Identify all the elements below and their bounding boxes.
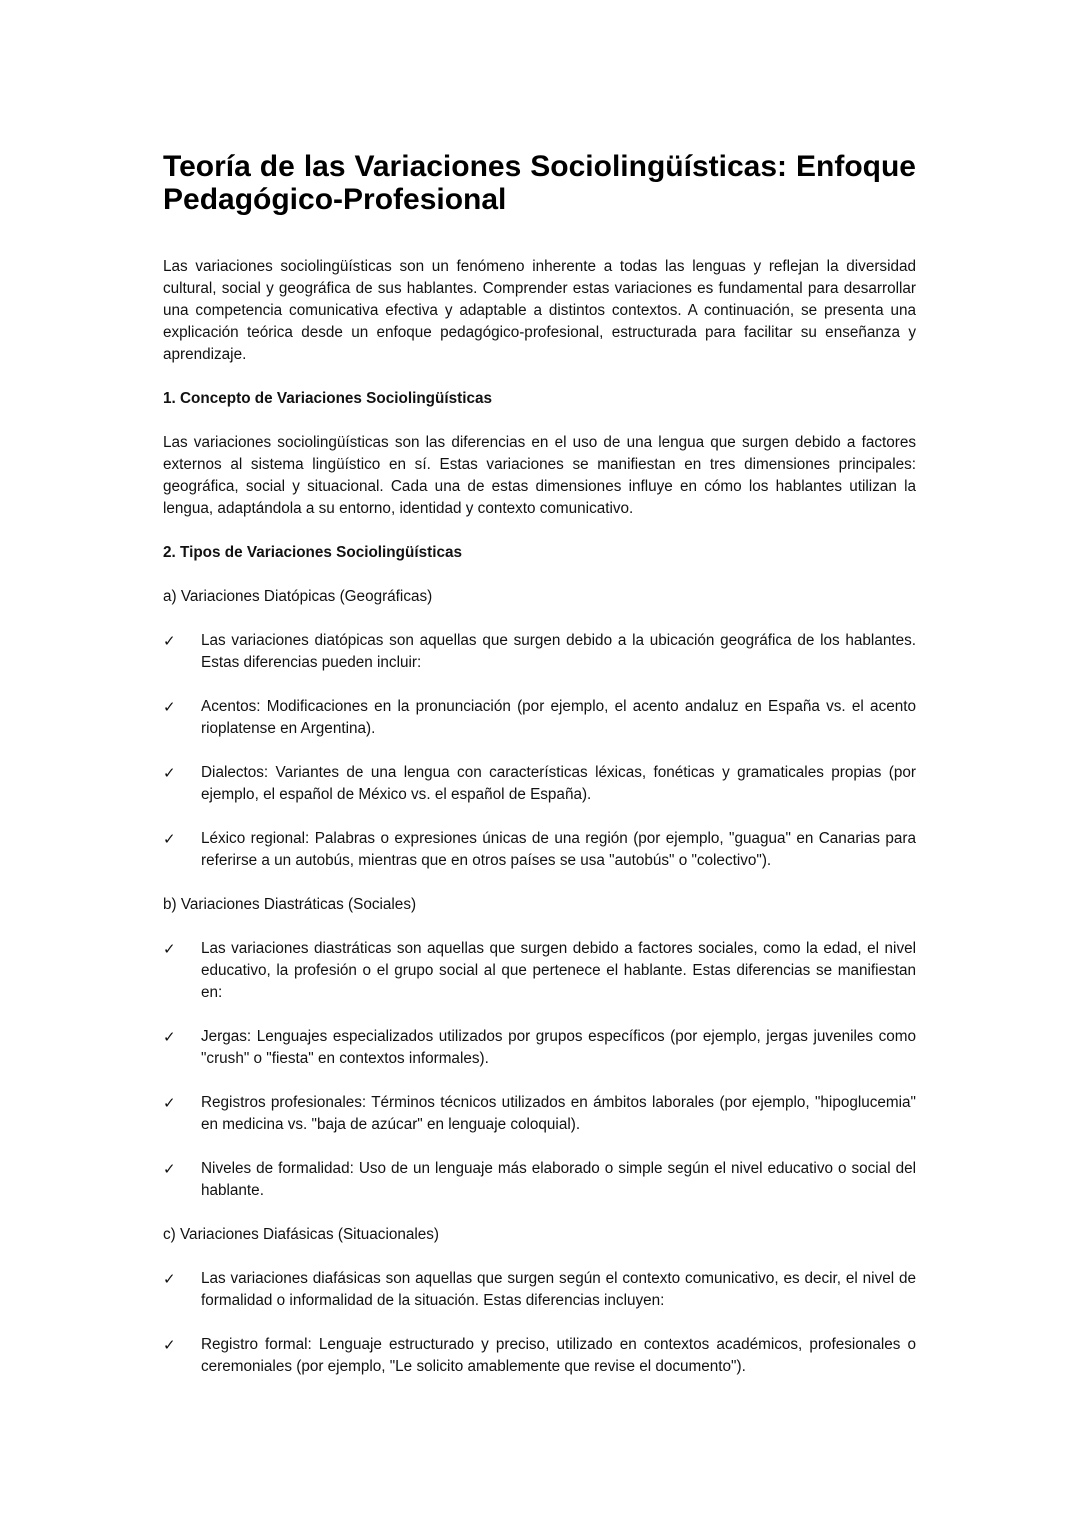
checklist-item	[163, 630, 916, 674]
checkmark-icon: ✓	[163, 1270, 176, 1288]
checklist-item-text: Las variaciones diatópicas son aquellas que surgen debido a la ubicación geográfica de los hablantes. Estas diferencias pueden incluir:	[201, 632, 916, 671]
checkmark-icon: ✓	[163, 830, 176, 848]
checklist-item-text: Jergas: Lenguajes especializados utilizados por grupos específicos (por ejemplo, jergas juveniles como "crush" o "fiesta" en contextos informales).	[201, 1028, 916, 1067]
subsection-title: a) Variaciones Diatópicas (Geográficas)	[163, 588, 433, 605]
checklist-item	[163, 828, 916, 872]
checklist-item-text: Registros profesionales: Términos técnicos utilizados en ámbitos laborales (por ejemplo, "hipoglucemia" en medicina vs. "baja de azúcar" en lenguaje coloquial).	[201, 1094, 916, 1133]
subsection-title: c) Variaciones Diafásicas (Situacionales)	[163, 1226, 440, 1243]
checklist-item	[163, 1026, 916, 1070]
checklist-item-text: Léxico regional: Palabras o expresiones únicas de una región (por ejemplo, "guagua" en Canarias para referirse a un autobús, mientras que en otros países se usa "autobús" o "colectivo").	[201, 830, 916, 869]
checklist-item-text: Acentos: Modificaciones en la pronunciación (por ejemplo, el acento andaluz en España vs. el acento rioplatense en Argentina).	[201, 698, 916, 737]
section-2-heading: 2. Tipos de Variaciones Sociolingüísticas	[163, 544, 462, 561]
document-page	[163, 150, 916, 1400]
checkmark-icon: ✓	[163, 1094, 176, 1112]
checklist-item-text: Niveles de formalidad: Uso de un lenguaje más elaborado o simple según el nivel educativo o social del hablante.	[201, 1160, 916, 1199]
section-1-heading: 1. Concepto de Variaciones Sociolingüísticas	[163, 390, 492, 407]
checklist-item	[163, 1092, 916, 1136]
checkmark-icon: ✓	[163, 940, 176, 958]
checkmark-icon: ✓	[163, 698, 176, 716]
subsections	[163, 586, 916, 1378]
checkmark-icon: ✓	[163, 764, 176, 782]
checkmark-icon: ✓	[163, 1028, 176, 1046]
checklist-item	[163, 696, 916, 740]
checklist-item	[163, 1158, 916, 1202]
document-title: Teoría de las Variaciones Sociolingüísticas: Enfoque Pedagógico-Profesional	[163, 150, 916, 216]
checkmark-icon: ✓	[163, 632, 176, 650]
checkmark-icon: ✓	[163, 1160, 176, 1178]
checklist-item	[163, 938, 916, 1004]
intro-paragraph: Las variaciones sociolingüísticas son un fenómeno inherente a todas las lenguas y reflejan la diversidad cultural, social y geográfica de sus hablantes. Comprender estas variaciones es fundamental para desarrollar una competencia comunicativa efectiva y adaptable a distintos contextos. A continuación, se presenta una explicación teórica desde un enfoque pedagógico-profesional, estructurada para facilitar su enseñanza y aprendizaje.	[163, 258, 916, 363]
checklist-item	[163, 762, 916, 806]
checklist-item	[163, 1268, 916, 1312]
checklist-item	[163, 1334, 916, 1378]
checkmark-icon: ✓	[163, 1336, 176, 1354]
checklist-item-text: Registro formal: Lenguaje estructurado y preciso, utilizado en contextos académicos, profesionales o ceremoniales (por ejemplo, "Le solicito amablemente que revise el documento").	[201, 1336, 916, 1375]
checklist-item-text: Las variaciones diafásicas son aquellas que surgen según el contexto comunicativo, es decir, el nivel de formalidad o informalidad de la situación. Estas diferencias incluyen:	[201, 1270, 916, 1309]
checklist-item-text: Las variaciones diastráticas son aquellas que surgen debido a factores sociales, como la edad, el nivel educativo, la profesión o el grupo social al que pertenece el hablante. Estas diferencias se manifiestan en:	[201, 940, 916, 1001]
subsection-title: b) Variaciones Diastráticas (Sociales)	[163, 896, 417, 913]
checklist-item-text: Dialectos: Variantes de una lengua con características léxicas, fonéticas y gramaticales propias (por ejemplo, el español de México vs. el español de España).	[201, 764, 916, 803]
section-1-paragraph: Las variaciones sociolingüísticas son las diferencias en el uso de una lengua que surgen debido a factores externos al sistema lingüístico en sí. Estas variaciones se manifiestan en tres dimensiones principales: geográfica, social y situacional. Cada una de estas dimensiones influye en cómo los hablantes utilizan la lengua, adaptándola a su entorno, identidad y contexto comunicativo.	[163, 434, 916, 517]
